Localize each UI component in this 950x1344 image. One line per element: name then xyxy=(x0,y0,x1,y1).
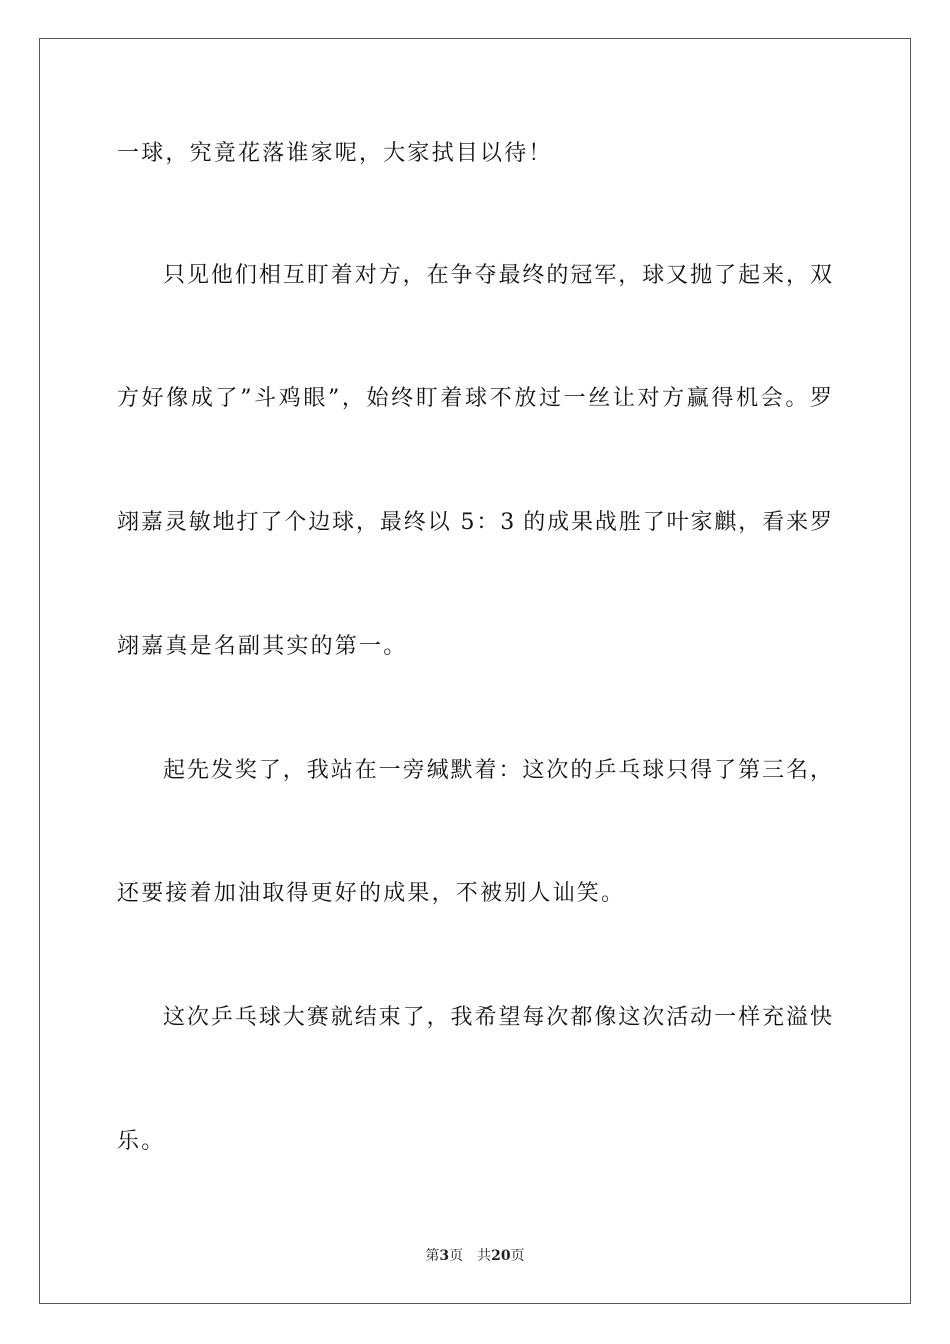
footer-page-suffix: 页 xyxy=(449,1248,464,1264)
text-line-2: 只见他们相互盯着对方，在争夺最终的冠军，球又抛了起来，双 xyxy=(163,263,832,288)
footer-page-number: 3 xyxy=(439,1248,450,1264)
text-line-4: 翊嘉灵敏地打了个边球，最终以 5：3 的成果战胜了叶家麒，看来罗 xyxy=(117,510,832,535)
text-line-3: 方好像成了”斗鸡眼”，始终盯着球不放过一丝让对方赢得机会。罗 xyxy=(117,386,832,411)
text-line-9: 乐。 xyxy=(117,1129,166,1154)
footer-total-pages: 20 xyxy=(491,1248,511,1264)
text-line-5: 翊嘉真是名副其实的第一。 xyxy=(117,634,408,659)
text-line-6: 起先发奖了，我站在一旁缄默着：这次的乒乓球只得了第三名， xyxy=(163,758,832,783)
text-line-8: 这次乒乓球大赛就结束了，我希望每次都像这次活动一样充溢快 xyxy=(163,1005,832,1030)
page-footer xyxy=(0,1247,950,1265)
footer-total-prefix: 共 xyxy=(477,1248,492,1264)
text-line-1: 一球，究竟花落谁家呢，大家拭目以待！ xyxy=(117,141,553,166)
page-border xyxy=(39,38,911,1304)
footer-total-suffix: 页 xyxy=(510,1248,525,1264)
footer-prefix: 第 xyxy=(425,1248,440,1264)
text-line-7: 还要接着加油取得更好的成果，不被别人讪笑。 xyxy=(117,881,626,906)
